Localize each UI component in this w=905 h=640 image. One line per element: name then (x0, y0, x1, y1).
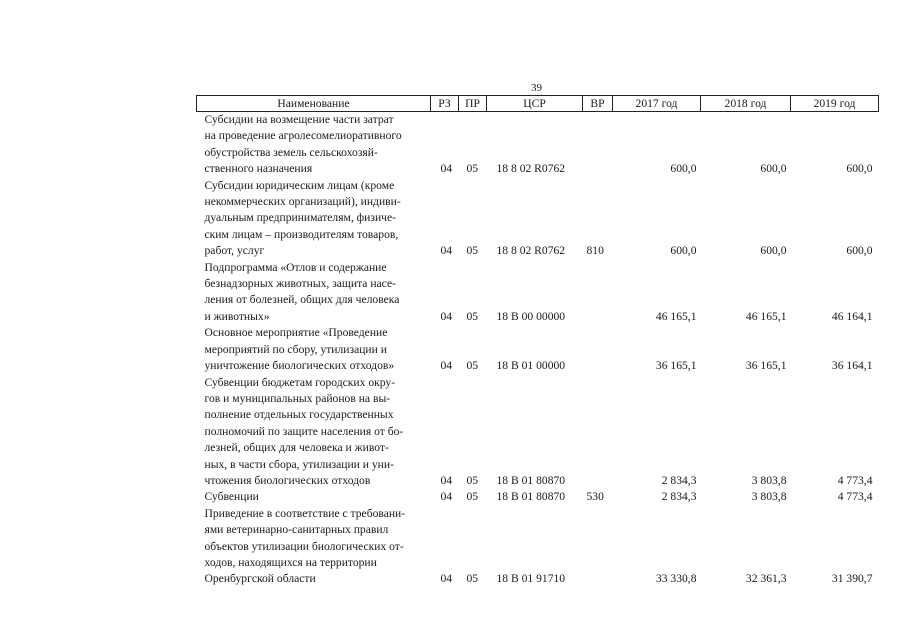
row-csr: 18 В 01 80870 (496, 473, 566, 487)
row-vr (583, 375, 613, 490)
budget-table (196, 95, 879, 588)
table-row (197, 178, 879, 260)
row-pr: 05 (466, 309, 479, 323)
row-rz: 04 (440, 244, 453, 258)
row-2017: 2 834,3 (661, 490, 697, 504)
header-pr: ПР (459, 96, 487, 112)
header-csr: ЦСР (487, 96, 583, 112)
row-2018: 32 361,3 (745, 572, 787, 586)
table-row (197, 375, 879, 490)
row-2018: 600,0 (760, 244, 787, 258)
row-pr: 05 (466, 490, 479, 504)
row-rz: 04 (440, 309, 453, 323)
row-vr: 810 (586, 244, 604, 258)
row-2017: 33 330,8 (655, 572, 697, 586)
row-vr (583, 325, 613, 374)
table-row (197, 112, 879, 178)
row-vr (583, 112, 613, 178)
page-number: 39 (531, 82, 542, 94)
row-vr (583, 506, 613, 588)
row-2018: 3 803,8 (751, 473, 787, 487)
row-2019: 4 773,4 (837, 490, 873, 504)
row-name: Основное мероприятие «Проведение мероприятий по сбору, утилизации и уничтожение биологических отходов» (204, 326, 395, 373)
row-pr: 05 (466, 359, 479, 373)
row-csr: 18 8 02 R0762 (496, 162, 566, 176)
row-2018: 46 165,1 (745, 309, 787, 323)
row-pr: 05 (466, 473, 479, 487)
table-header (197, 96, 879, 112)
table-row (197, 506, 879, 588)
table-row (197, 325, 879, 374)
row-rz: 04 (440, 572, 453, 586)
header-rz: РЗ (431, 96, 459, 112)
row-vr: 530 (586, 490, 604, 504)
row-csr: 18 В 01 80870 (496, 490, 566, 504)
row-2018: 600,0 (760, 162, 787, 176)
table-row (197, 489, 879, 505)
table-row (197, 260, 879, 326)
row-2019: 36 164,1 (831, 359, 873, 373)
row-csr: 18 8 02 R0762 (496, 244, 566, 258)
header-2018: 2018 год (701, 96, 791, 112)
row-2017: 600,0 (670, 244, 697, 258)
row-pr: 05 (466, 162, 479, 176)
table-body (197, 112, 879, 588)
row-pr: 05 (466, 244, 479, 258)
row-rz: 04 (440, 162, 453, 176)
row-rz: 04 (440, 359, 453, 373)
row-name: Субвенции (204, 490, 259, 504)
row-pr: 05 (466, 572, 479, 586)
row-2017: 36 165,1 (655, 359, 697, 373)
row-2017: 600,0 (670, 162, 697, 176)
row-2019: 600,0 (846, 244, 873, 258)
row-csr: 18 В 01 91710 (496, 572, 566, 586)
row-name: Подпрограмма «Отлов и содержание безнадзорных животных, защита насе- ления от болезней, общих для человека и животных» (204, 260, 400, 323)
row-2018: 3 803,8 (751, 490, 787, 504)
row-2019: 31 390,7 (831, 572, 873, 586)
row-name: Приведение в соответствие с требовани- ями ветеринарно-санитарных правил объектов утилизации биологических от- ходов, находящихся на территории Оренбургской области (204, 506, 406, 586)
row-name: Субвенции бюджетам городских окру- гов и муниципальных районов на вы- полнение отдельных государственных полномочий по защите населения от бо- лезней, общих для человека и живот- ных, в части сбора, утилизации и уни- чтожения биологических отходов (204, 375, 404, 487)
row-2018: 36 165,1 (745, 359, 787, 373)
row-rz: 04 (440, 473, 453, 487)
header-name: Наименование (197, 96, 431, 112)
row-2017: 2 834,3 (661, 473, 697, 487)
row-csr: 18 В 00 00000 (496, 309, 566, 323)
row-vr (583, 260, 613, 326)
header-2017: 2017 год (613, 96, 701, 112)
row-name: Субсидии юридическим лицам (кроме некоммерческих организаций), индиви- дуальным предпринимателям, физиче- ским лицам – производителям товаров, работ, услуг (204, 178, 401, 258)
row-name: Субсидии на возмещение части затрат на проведение агролесомелиоративного обустройства земель сельскохозяй- ственного назначения (204, 113, 402, 176)
row-2019: 600,0 (846, 162, 873, 176)
row-2019: 4 773,4 (837, 473, 873, 487)
header-vr: ВР (583, 96, 613, 112)
row-rz: 04 (440, 490, 453, 504)
row-2019: 46 164,1 (831, 309, 873, 323)
row-csr: 18 В 01 00000 (496, 359, 566, 373)
row-2017: 46 165,1 (655, 309, 697, 323)
header-2019: 2019 год (791, 96, 879, 112)
